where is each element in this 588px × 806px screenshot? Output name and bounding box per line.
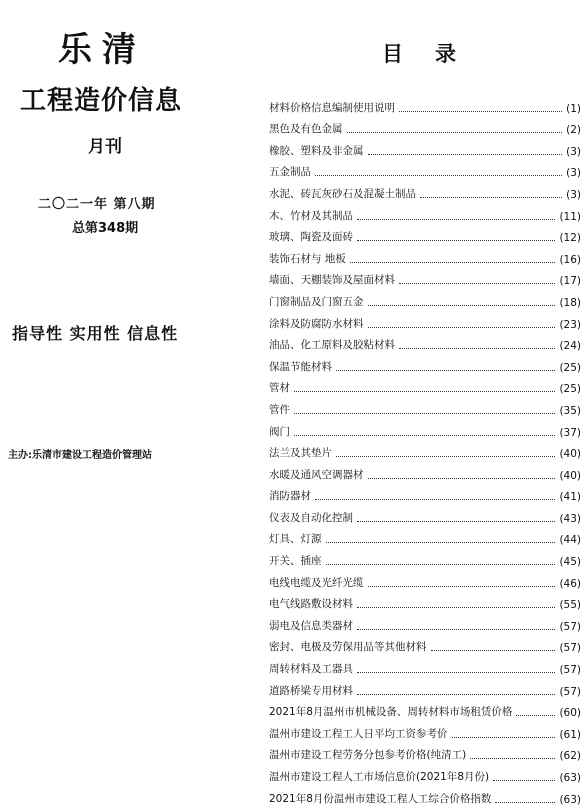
toc-heading: 目录 (382, 42, 488, 66)
toc-entry-label: 管件 (269, 403, 290, 416)
toc-entry[interactable] (269, 741, 581, 763)
toc-entry-label: 门窗制品及门窗五金 (269, 295, 364, 308)
toc-entry-label: 黑色及有色金属 (269, 123, 343, 136)
toc-entry-label: 阀门 (269, 425, 290, 438)
toc-leader-dots (368, 327, 556, 328)
toc-leader-dots (294, 413, 555, 414)
toc-entry-page: (37) (559, 426, 581, 439)
toc-entry-label: 周转材料及工器具 (269, 663, 353, 676)
toc-entry-label: 橡胶、塑料及非金属 (269, 144, 364, 157)
toc-leader-dots (399, 111, 562, 112)
toc-entry-page: (45) (559, 556, 581, 569)
toc-entry-label: 玻璃、陶瓷及面砖 (269, 231, 353, 244)
toc-entry-label: 水暖及通风空调器材 (269, 468, 364, 481)
toc-entry[interactable] (269, 115, 581, 137)
toc-entry-label: 法兰及其垫片 (269, 447, 332, 460)
toc-entry-label: 密封、电极及劳保用品等其他材料 (269, 641, 427, 654)
toc-leader-dots (420, 197, 562, 198)
toc-entry[interactable] (269, 568, 581, 590)
toc-entry-page: (23) (559, 318, 581, 331)
toc-entry[interactable] (269, 525, 581, 547)
toc-entry[interactable] (269, 719, 581, 741)
toc-entry-label: 五金制品 (269, 166, 311, 179)
toc-leader-dots (294, 435, 555, 436)
toc-entry[interactable] (269, 611, 581, 633)
toc-entry[interactable] (269, 417, 581, 439)
total-issue-number: 总第348期 (72, 221, 139, 236)
toc-entry-page: (63) (559, 793, 581, 806)
toc-entry[interactable] (269, 223, 581, 245)
toc-entry-page: (1) (566, 102, 581, 115)
toc-leader-dots (516, 715, 555, 716)
toc-entry[interactable] (269, 374, 581, 396)
toc-entry-page: (25) (559, 361, 581, 374)
toc-entry-page: (57) (559, 664, 581, 677)
toc-leader-dots (326, 564, 556, 565)
toc-leader-dots (326, 542, 556, 543)
toc-entry[interactable] (269, 762, 581, 784)
toc-entry-page: (55) (559, 599, 581, 612)
toc-leader-dots (336, 456, 555, 457)
toc-entry-label: 开关、插座 (269, 555, 322, 568)
toc-leader-dots (368, 478, 556, 479)
toc-leader-dots (315, 499, 555, 500)
toc-leader-dots (357, 240, 555, 241)
toc-entry[interactable] (269, 503, 581, 525)
toc-entry-page: (44) (559, 534, 581, 547)
toc-entry[interactable] (269, 784, 581, 806)
toc-entry[interactable] (269, 482, 581, 504)
toc-entry-label: 木、竹材及其制品 (269, 209, 353, 222)
toc-leader-dots (350, 262, 556, 263)
toc-entry-page: (62) (559, 750, 581, 763)
toc-entry-label: 温州市建设工程劳务分包参考价格(纯清工) (269, 749, 467, 762)
toc-entry[interactable] (269, 309, 581, 331)
toc-entry-label: 仪表及自动化控制 (269, 511, 353, 524)
toc-entry[interactable] (269, 352, 581, 374)
toc-entry[interactable] (269, 439, 581, 461)
toc-entry-page: (18) (559, 296, 581, 309)
publication-title: 乐清 (58, 30, 146, 70)
toc-entry-page: (61) (559, 728, 581, 741)
toc-entry-label: 保温节能材料 (269, 360, 332, 373)
toc-entry-page: (40) (559, 448, 581, 461)
toc-leader-dots (431, 650, 556, 651)
toc-entry-page: (16) (559, 253, 581, 266)
toc-leader-dots (357, 521, 555, 522)
publication-subtitle: 工程造价信息 (20, 86, 183, 116)
toc-entry-page: (35) (559, 404, 581, 417)
toc-entry-label: 油品、化工原料及胶粘材料 (269, 339, 395, 352)
toc-entry-label: 电线电缆及光纤光缆 (269, 576, 364, 589)
toc-entry-label: 弱电及信息类器材 (269, 619, 353, 632)
toc-entry[interactable] (269, 546, 581, 568)
toc-leader-dots (399, 348, 555, 349)
toc-entry[interactable] (269, 633, 581, 655)
toc-entry-page: (40) (559, 469, 581, 482)
toc-entry[interactable] (269, 136, 581, 158)
toc-entry-label: 涂料及防腐防水材料 (269, 317, 364, 330)
toc-entry[interactable] (269, 158, 581, 180)
toc-entry-page: (57) (559, 642, 581, 655)
toc-leader-dots (336, 370, 555, 371)
toc-leader-dots (315, 175, 562, 176)
toc-leader-dots (493, 780, 555, 781)
toc-entry-page: (41) (559, 491, 581, 504)
toc-entry[interactable] (269, 331, 581, 353)
toc-entry-label: 道路桥梁专用材料 (269, 684, 353, 697)
toc-leader-dots (357, 219, 555, 220)
toc-leader-dots (368, 154, 563, 155)
toc-entry-label: 温州市建设工程工人日平均工资参考价 (269, 727, 448, 740)
frequency-label: 月刊 (88, 137, 122, 157)
toc-entry-label: 温州市建设工程人工市场信息价(2021年8月份) (269, 771, 490, 783)
table-of-contents (269, 93, 581, 806)
toc-entry-label: 2021年8月份温州市建设工程人工综合价格指数 (269, 792, 492, 805)
toc-entry-page: (11) (559, 210, 581, 223)
toc-leader-dots (452, 737, 556, 738)
toc-leader-dots (357, 672, 555, 673)
toc-leader-dots (495, 802, 555, 803)
toc-entry[interactable] (269, 460, 581, 482)
toc-entry-label: 水泥、砖瓦灰砂石及混凝土制品 (269, 187, 416, 200)
toc-entry[interactable] (269, 266, 581, 288)
toc-entry-page: (3) (566, 145, 581, 158)
toc-entry-page: (3) (566, 188, 581, 201)
toc-entry-page: (12) (559, 232, 581, 245)
toc-entry-page: (24) (559, 340, 581, 353)
toc-leader-dots (368, 586, 556, 587)
toc-entry[interactable] (269, 590, 581, 612)
toc-entry-label: 墙面、天棚装饰及屋面材料 (269, 274, 395, 287)
toc-entry-page: (60) (559, 707, 581, 720)
toc-entry-page: (57) (559, 685, 581, 698)
toc-entry-page: (17) (559, 275, 581, 288)
toc-leader-dots (357, 629, 555, 630)
slogan: 指导性 实用性 信息性 (12, 324, 179, 343)
toc-entry-page: (43) (559, 512, 581, 525)
toc-leader-dots (357, 607, 555, 608)
toc-entry-label: 灯具、灯源 (269, 533, 322, 546)
sponsor-line: 主办:乐清市建设工程造价管理站 (8, 450, 152, 461)
toc-entry-page: (46) (559, 577, 581, 590)
toc-entry[interactable] (269, 201, 581, 223)
toc-entry-label: 电气线路敷设材料 (269, 598, 353, 611)
toc-entry-label: 管材 (269, 382, 290, 395)
toc-entry[interactable] (269, 287, 581, 309)
toc-entry-page: (57) (559, 620, 581, 633)
toc-entry-page: (2) (566, 124, 581, 137)
toc-entry[interactable] (269, 654, 581, 676)
toc-entry-label: 材料价格信息编制使用说明 (269, 101, 395, 114)
toc-entry-page: (63) (559, 772, 581, 784)
toc-entry-label: 装饰石材与 地板 (269, 252, 346, 265)
issue-number: 二〇二一年 第八期 (38, 197, 156, 212)
toc-entry[interactable] (269, 698, 581, 720)
toc-entry[interactable] (269, 395, 581, 417)
toc-entry-label: 消防器材 (269, 490, 311, 503)
toc-leader-dots (399, 283, 555, 284)
toc-leader-dots (294, 391, 555, 392)
toc-entry[interactable] (269, 244, 581, 266)
toc-leader-dots (470, 758, 555, 759)
toc-entry-label: 2021年8月温州市机械设备、周转材料市场租赁价格 (269, 706, 513, 719)
toc-entry-page: (25) (559, 383, 581, 396)
toc-entry[interactable] (269, 179, 581, 201)
cover-panel (0, 0, 250, 803)
toc-entry[interactable] (269, 676, 581, 698)
toc-leader-dots (357, 694, 555, 695)
toc-entry[interactable] (269, 93, 581, 115)
toc-leader-dots (368, 305, 556, 306)
toc-entry-page: (3) (566, 167, 581, 180)
toc-leader-dots (347, 132, 563, 133)
